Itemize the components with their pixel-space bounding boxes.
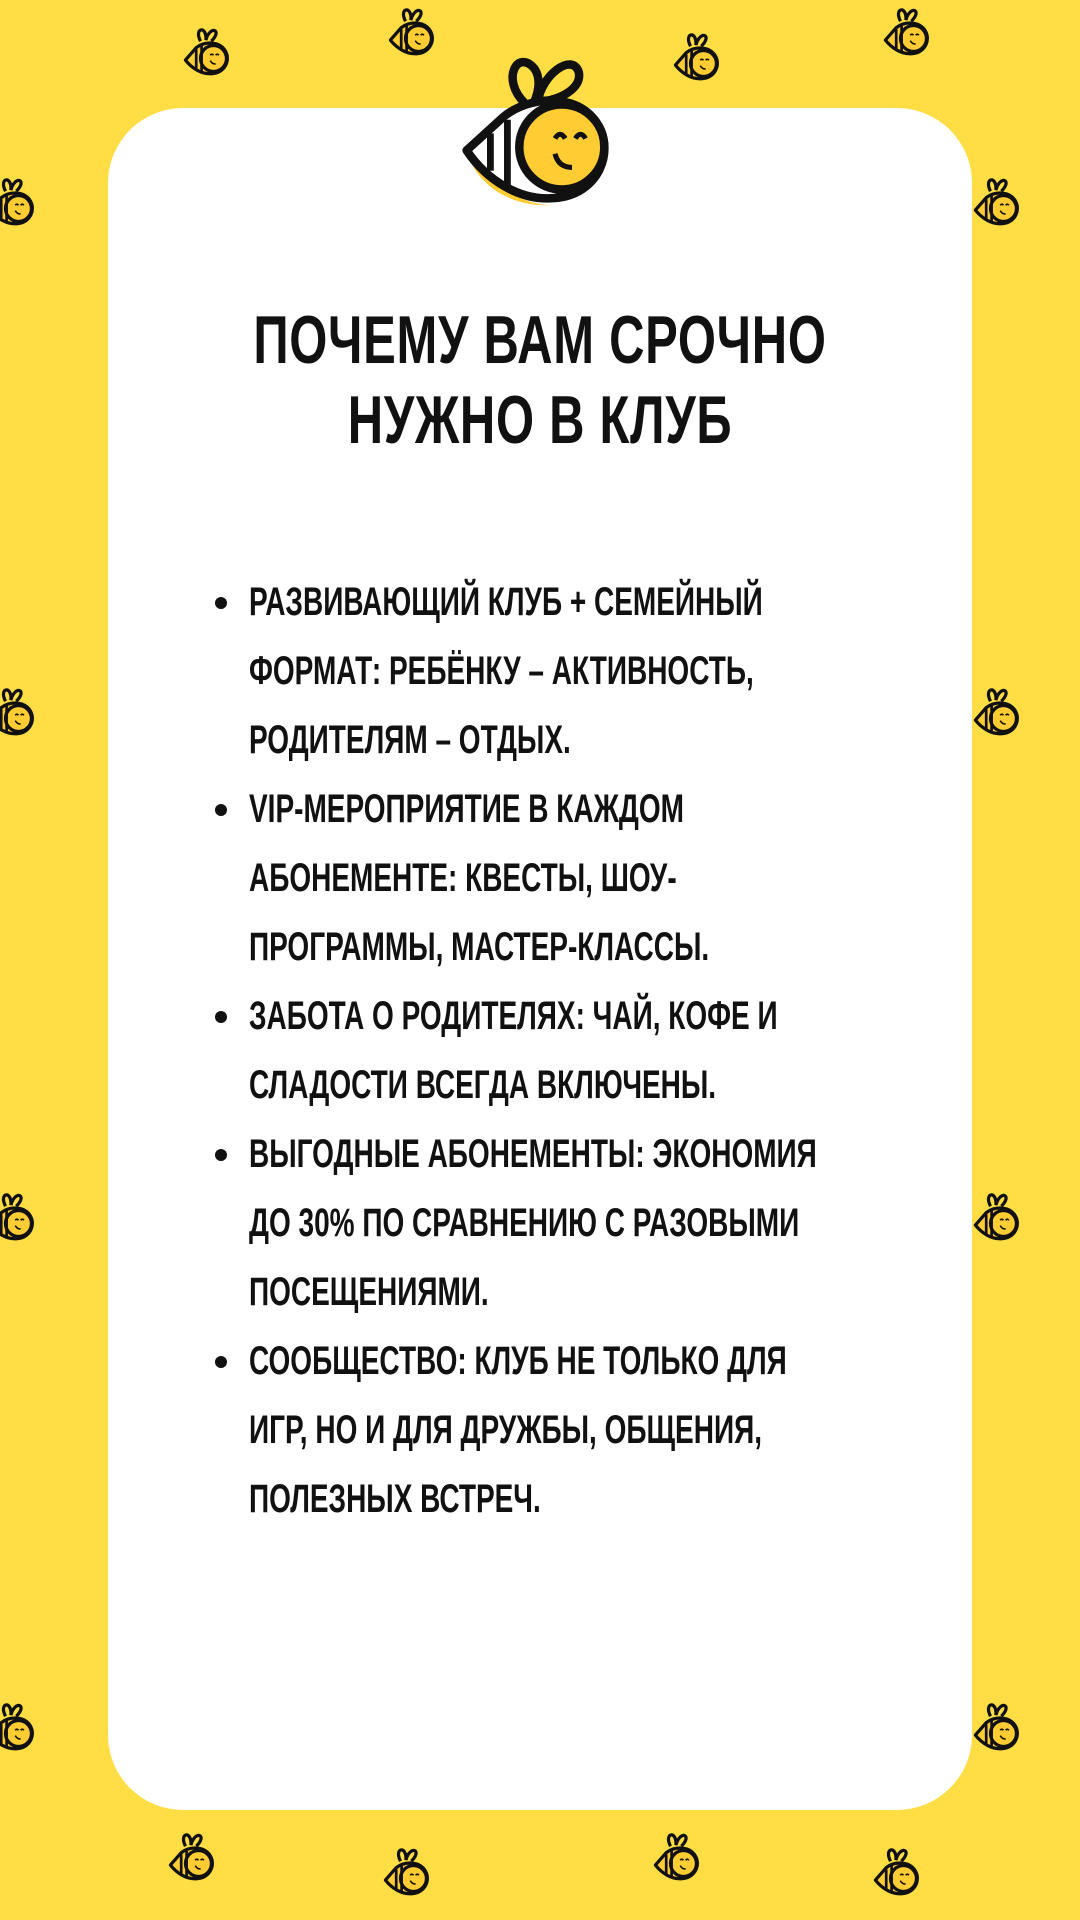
list-item [205,568,925,775]
list-item-text: СООБЩЕСТВО: КЛУБ НЕ ТОЛЬКО ДЛЯ [249,1339,787,1383]
bullet-icon [215,1149,227,1161]
bee-icon [180,25,234,79]
list-item [205,1120,925,1327]
bee-icon [0,1190,39,1244]
title-line: ПОЧЕМУ ВАМ СРОЧНО [253,302,827,378]
list-item-text: АБОНЕМЕНТЕ: КВЕСТЫ, ШОУ- [249,856,677,900]
bee-icon [970,175,1024,229]
bullet-icon [215,597,227,609]
bee-icon [0,1700,39,1754]
list-item-text: ДО 30% ПО СРАВНЕНИЮ С РАЗОВЫМИ [249,1201,800,1245]
page-title [0,300,1080,460]
list-item-text: РОДИТЕЛЯМ – ОТДЫХ. [249,718,571,762]
bee-icon [385,5,439,59]
bee-icon [970,1700,1024,1754]
list-item-text: РАЗВИВАЮЩИЙ КЛУБ + СЕМЕЙНЫЙ [249,580,763,624]
list-item-text: ФОРМАТ: РЕБЁНКУ – АКТИВНОСТЬ, [249,649,754,693]
list-item-text: ПОСЕЩЕНИЯМИ. [249,1270,489,1314]
bullet-icon [215,804,227,816]
bee-icon [870,1845,924,1899]
bee-icon [380,1845,434,1899]
bee-icon [0,175,39,229]
list-item-text: ПРОГРАММЫ, МАСТЕР-КЛАССЫ. [249,925,710,969]
bee-icon [165,1830,219,1884]
list-item [205,982,925,1120]
list-item-text: ПОЛЕЗНЫХ ВСТРЕЧ. [249,1477,541,1521]
list-item [205,775,925,982]
bullet-icon [215,1356,227,1368]
bee-logo-icon [448,45,628,215]
bee-icon [970,685,1024,739]
bee-icon [650,1830,704,1884]
bee-icon [670,30,724,84]
list-item-text: ИГР, НО И ДЛЯ ДРУЖБЫ, ОБЩЕНИЯ, [249,1408,762,1452]
list-item [205,1327,925,1534]
bullet-icon [215,1011,227,1023]
list-item-text: ЗАБОТА О РОДИТЕЛЯХ: ЧАЙ, КОФЕ И [249,994,778,1038]
list-item-text: VIP-МЕРОПРИЯТИЕ В КАЖДОМ [249,787,684,831]
bee-icon [880,5,934,59]
benefits-list [205,568,925,1534]
list-item-text: СЛАДОСТИ ВСЕГДА ВКЛЮЧЕНЫ. [249,1063,717,1107]
title-line: НУЖНО В КЛУБ [347,382,733,458]
bee-icon [970,1190,1024,1244]
bee-icon [0,685,39,739]
list-item-text: ВЫГОДНЫЕ АБОНЕМЕНТЫ: ЭКОНОМИЯ [249,1132,817,1176]
